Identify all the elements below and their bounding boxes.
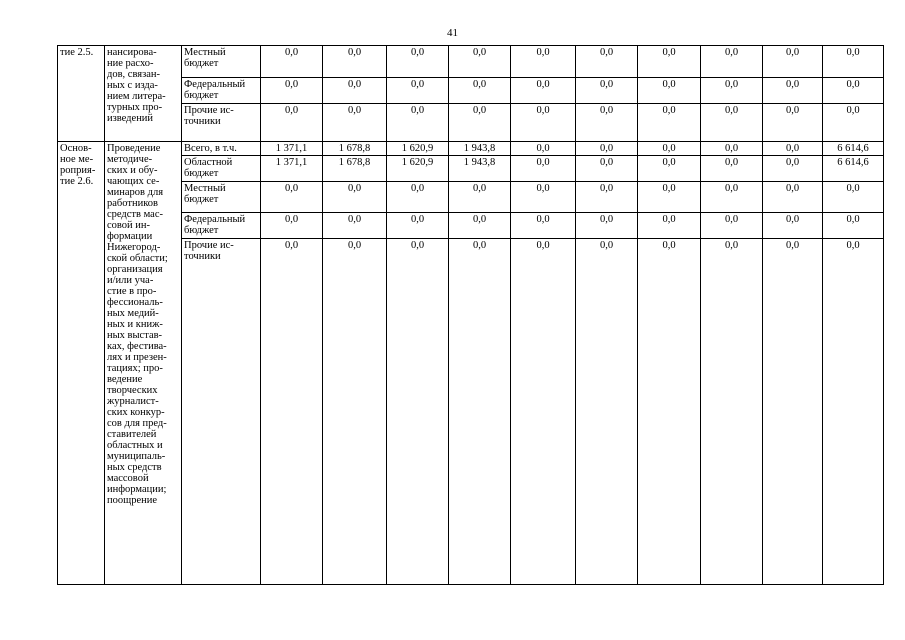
table-row: [58, 213, 884, 239]
amount-cell: 0,0: [701, 104, 763, 142]
amount-cell: 0,0: [701, 142, 763, 156]
amount-cell: 0,0: [323, 182, 387, 213]
amount-cell: 0,0: [701, 182, 763, 213]
amount-cell: 0,0: [701, 78, 763, 104]
amount-cell: 0,0: [763, 104, 823, 142]
amount-cell: 6 614,6: [823, 142, 884, 156]
amount-cell: 0,0: [323, 78, 387, 104]
amount-cell: 0,0: [261, 104, 323, 142]
amount-cell: 0,0: [323, 104, 387, 142]
amount-cell: 0,0: [387, 78, 449, 104]
activity-code: тие 2.5.: [58, 46, 105, 142]
funding-source: Прочие ис-точники: [182, 239, 261, 585]
amount-cell: 0,0: [763, 156, 823, 182]
amount-cell: 0,0: [511, 239, 576, 585]
amount-cell: 0,0: [638, 46, 701, 78]
amount-cell: 0,0: [511, 78, 576, 104]
amount-cell: 0,0: [449, 46, 511, 78]
amount-cell: 0,0: [763, 78, 823, 104]
amount-cell: 0,0: [701, 46, 763, 78]
amount-cell: 0,0: [638, 182, 701, 213]
table-row: [58, 104, 884, 142]
table-row: [58, 142, 884, 156]
amount-cell: 0,0: [823, 239, 884, 585]
amount-cell: 0,0: [261, 213, 323, 239]
activity-description: Проведение методиче- ских и обу- чающих се- минаров для работников средств мас- совой ин- формации Нижегород- ской области; организация и/или уча- стие в про- фессиональ- ных медий- ных и книж- ных выстав- ках, фестива- лях и презен- тациях; про- ведение творческих журналист- ских конкур- сов для пред- ставителей областных и муниципаль- ных средств массовой информации; поощрение: [105, 142, 182, 585]
amount-cell: 0,0: [576, 156, 638, 182]
table-row: [58, 46, 884, 78]
amount-cell: 0,0: [261, 239, 323, 585]
amount-cell: 0,0: [576, 104, 638, 142]
amount-cell: 0,0: [449, 104, 511, 142]
amount-cell: 0,0: [449, 213, 511, 239]
amount-cell: 1 620,9: [387, 142, 449, 156]
budget-table: [57, 45, 884, 585]
amount-cell: 0,0: [261, 78, 323, 104]
funding-source: Прочие ис-точники: [182, 104, 261, 142]
table-row: [58, 78, 884, 104]
amount-cell: 1 943,8: [449, 156, 511, 182]
amount-cell: 0,0: [511, 182, 576, 213]
funding-source: Местный бюджет: [182, 46, 261, 78]
amount-cell: 1 943,8: [449, 142, 511, 156]
amount-cell: 0,0: [823, 213, 884, 239]
table-row: [58, 239, 884, 585]
amount-cell: 1 371,1: [261, 142, 323, 156]
amount-cell: 0,0: [763, 182, 823, 213]
activity-description: нансирова- ние расхо- дов, связан- ных с изда- нием литера- турных про- изведений: [105, 46, 182, 142]
amount-cell: 0,0: [323, 213, 387, 239]
amount-cell: 0,0: [387, 46, 449, 78]
amount-cell: 0,0: [323, 46, 387, 78]
amount-cell: 1 678,8: [323, 156, 387, 182]
funding-source: Местный бюджет: [182, 182, 261, 213]
amount-cell: 1 678,8: [323, 142, 387, 156]
amount-cell: 0,0: [823, 46, 884, 78]
funding-source: Федеральный бюджет: [182, 78, 261, 104]
funding-source: Областной бюджет: [182, 156, 261, 182]
amount-cell: 0,0: [638, 104, 701, 142]
amount-cell: 0,0: [701, 156, 763, 182]
table-body: [58, 46, 884, 585]
amount-cell: 1 371,1: [261, 156, 323, 182]
amount-cell: 0,0: [576, 239, 638, 585]
amount-cell: 1 620,9: [387, 156, 449, 182]
amount-cell: 0,0: [763, 46, 823, 78]
amount-cell: 0,0: [449, 78, 511, 104]
amount-cell: 0,0: [511, 104, 576, 142]
amount-cell: 0,0: [511, 46, 576, 78]
amount-cell: 0,0: [576, 142, 638, 156]
page-number: 41: [447, 27, 458, 39]
amount-cell: 0,0: [261, 182, 323, 213]
amount-cell: 0,0: [638, 239, 701, 585]
amount-cell: 0,0: [823, 78, 884, 104]
amount-cell: 0,0: [638, 156, 701, 182]
amount-cell: 0,0: [823, 104, 884, 142]
table-row: [58, 156, 884, 182]
amount-cell: 0,0: [387, 182, 449, 213]
amount-cell: 0,0: [323, 239, 387, 585]
funding-source: Федеральный бюджет: [182, 213, 261, 239]
amount-cell: 0,0: [701, 239, 763, 585]
amount-cell: 0,0: [823, 182, 884, 213]
amount-cell: 0,0: [511, 142, 576, 156]
amount-cell: 0,0: [387, 239, 449, 585]
amount-cell: 0,0: [638, 213, 701, 239]
amount-cell: 0,0: [576, 78, 638, 104]
amount-cell: 0,0: [763, 213, 823, 239]
amount-cell: 0,0: [387, 104, 449, 142]
amount-cell: 0,0: [261, 46, 323, 78]
amount-cell: 0,0: [576, 46, 638, 78]
amount-cell: 0,0: [511, 156, 576, 182]
amount-cell: 0,0: [638, 142, 701, 156]
amount-cell: 0,0: [763, 239, 823, 585]
activity-code: Основ- ное ме- роприя- тие 2.6.: [58, 142, 105, 585]
amount-cell: 0,0: [576, 213, 638, 239]
amount-cell: 0,0: [511, 213, 576, 239]
funding-source: Всего, в т.ч.: [182, 142, 261, 156]
amount-cell: 0,0: [763, 142, 823, 156]
amount-cell: 6 614,6: [823, 156, 884, 182]
amount-cell: 0,0: [449, 239, 511, 585]
amount-cell: 0,0: [449, 182, 511, 213]
amount-cell: 0,0: [387, 213, 449, 239]
table-row: [58, 182, 884, 213]
amount-cell: 0,0: [576, 182, 638, 213]
amount-cell: 0,0: [701, 213, 763, 239]
amount-cell: 0,0: [638, 78, 701, 104]
